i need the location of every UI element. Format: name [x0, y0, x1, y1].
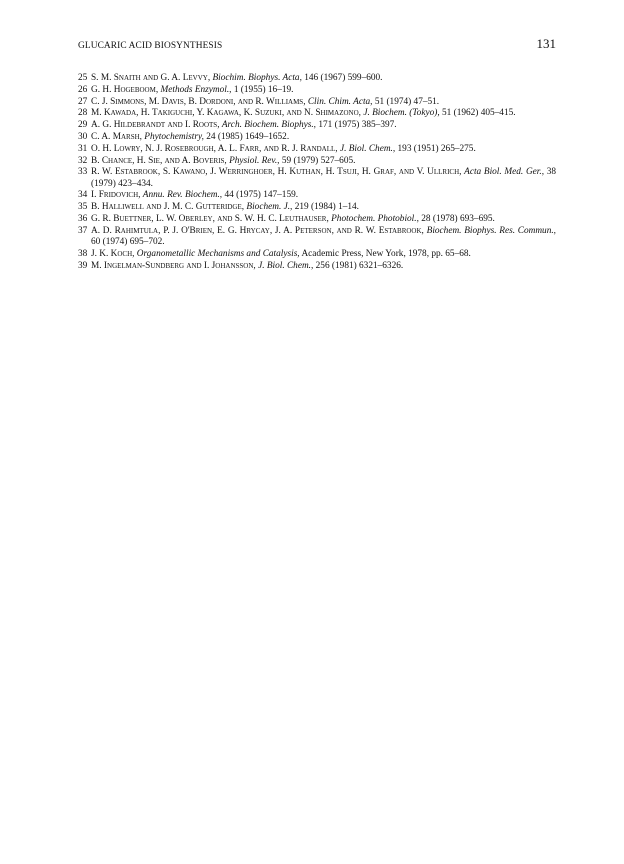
reference-details: 219 (1984) 1–14. — [294, 202, 360, 213]
reference-authors: O. H. Lowry, N. J. Rosebrough, A. L. Farr, and R. J. Randall, — [91, 143, 338, 154]
reference-details: 193 (1951) 265–275. — [397, 143, 476, 154]
reference-item — [78, 226, 556, 249]
reference-item — [78, 85, 556, 96]
reference-item — [78, 132, 556, 143]
reference-item — [78, 73, 556, 84]
reference-authors: G. R. Buettner, L. W. Oberley, and S. W. H. C. Leuthauser, — [91, 214, 329, 225]
reference-authors: S. M. Snaith and G. A. Levvy, — [91, 73, 211, 83]
reference-details: 256 (1981) 6321–6326. — [315, 260, 404, 271]
reference-journal: Biochem. Biophys. Res. Commun., — [426, 225, 557, 236]
reference-details: 24 (1985) 1649–1652. — [206, 131, 290, 142]
reference-number: 39 — [78, 260, 88, 271]
reference-authors: C. J. Simmons, M. Davis, B. Dordoni, and R. Williams, — [91, 96, 306, 107]
reference-authors: R. W. Estabrook, S. Kawano, J. Werringhoer, H. Kuthan, H. Tsuji, H. Graf, and V. Ullrich, — [91, 167, 462, 178]
reference-details: 146 (1967) 599–600. — [304, 73, 383, 83]
reference-authors: M. Kawada, H. Takiguchi, Y. Kagawa, K. Suzuki, and N. Shimazono, — [91, 108, 361, 119]
reference-journal: Phytochemistry, — [144, 131, 204, 142]
reference-details: 1 (1955) 16–19. — [233, 84, 294, 95]
reference-item — [78, 261, 556, 272]
reference-item — [78, 97, 556, 108]
reference-number: 26 — [78, 84, 88, 95]
reference-authors: C. A. Marsh, — [91, 131, 142, 142]
reference-journal: Annu. Rev. Biochem., — [142, 190, 223, 201]
reference-number: 33 — [78, 167, 88, 178]
reference-journal: J. Biol. Chem., — [258, 260, 314, 271]
reference-authors: G. H. Hogeboom, — [91, 84, 159, 95]
reference-item — [78, 249, 556, 260]
reference-number: 28 — [78, 108, 88, 119]
reference-item — [78, 120, 556, 131]
reference-details: 38 (1979) 423–434. — [91, 167, 557, 189]
reference-number: 37 — [78, 225, 88, 236]
page-header — [78, 36, 556, 52]
reference-details: 51 (1962) 405–415. — [441, 108, 516, 119]
reference-journal: Organometallic Mechanisms and Catalysis, — [136, 248, 300, 259]
reference-details: 171 (1975) 385–397. — [318, 120, 397, 131]
reference-number: 38 — [78, 248, 88, 259]
running-title: GLUCARIC ACID BIOSYNTHESIS — [78, 41, 223, 51]
reference-journal: Clin. Chim. Acta, — [307, 96, 373, 107]
reference-authors: J. K. Koch, — [91, 248, 135, 259]
reference-journal: Acta Biol. Med. Ger., — [464, 167, 545, 178]
reference-details: 51 (1974) 47–51. — [374, 96, 440, 107]
reference-number: 30 — [78, 131, 88, 142]
reference-journal: Physiol. Rev., — [229, 155, 280, 166]
reference-details: Academic Press, New York, 1978, pp. 65–68. — [301, 248, 471, 259]
reference-number: 31 — [78, 143, 88, 154]
reference-list — [78, 73, 556, 273]
reference-item — [78, 144, 556, 155]
reference-number: 27 — [78, 96, 88, 107]
reference-journal: J. Biol. Chem., — [339, 143, 396, 154]
reference-journal: Arch. Biochem. Biophys., — [221, 120, 317, 131]
reference-number: 29 — [78, 120, 88, 131]
reference-authors: A. D. Rahimtula, P. J. O'Brien, E. G. Hrycay, J. A. Peterson, and R. W. Estabrook, — [91, 225, 424, 236]
reference-item — [78, 108, 556, 119]
page-number: 131 — [536, 36, 556, 51]
reference-details: 44 (1975) 147–159. — [224, 190, 299, 201]
reference-authors: B. Chance, H. Sie, and A. Boveris, — [91, 155, 227, 166]
reference-journal: Methods Enzymol., — [160, 84, 232, 95]
reference-details: 60 (1974) 695–702. — [91, 237, 165, 248]
reference-item — [78, 156, 556, 167]
reference-details: 59 (1979) 527–605. — [281, 155, 356, 166]
reference-journal: Biochim. Biophys. Acta, — [212, 73, 302, 83]
reference-number: 32 — [78, 155, 88, 166]
reference-item — [78, 190, 556, 201]
reference-item — [78, 214, 556, 225]
reference-authors: A. G. Hildebrandt and I. Roots, — [91, 120, 220, 131]
reference-authors: I. Fridovich, — [91, 190, 141, 201]
reference-number: 36 — [78, 214, 88, 225]
reference-journal: Photochem. Photobiol., — [331, 214, 419, 225]
reference-number: 25 — [78, 73, 88, 83]
reference-authors: B. Halliwell and J. M. C. Gutteridge, — [91, 202, 245, 213]
reference-number: 34 — [78, 190, 88, 201]
reference-item — [78, 202, 556, 213]
reference-authors: M. Ingelman-Sundberg and I. Johansson, — [91, 260, 256, 271]
reference-journal: J. Biochem. (Tokyo), — [363, 108, 440, 119]
reference-number: 35 — [78, 202, 88, 213]
reference-journal: Biochem. J., — [246, 202, 293, 213]
reference-item — [78, 167, 556, 190]
reference-details: 28 (1978) 693–695. — [421, 214, 495, 225]
